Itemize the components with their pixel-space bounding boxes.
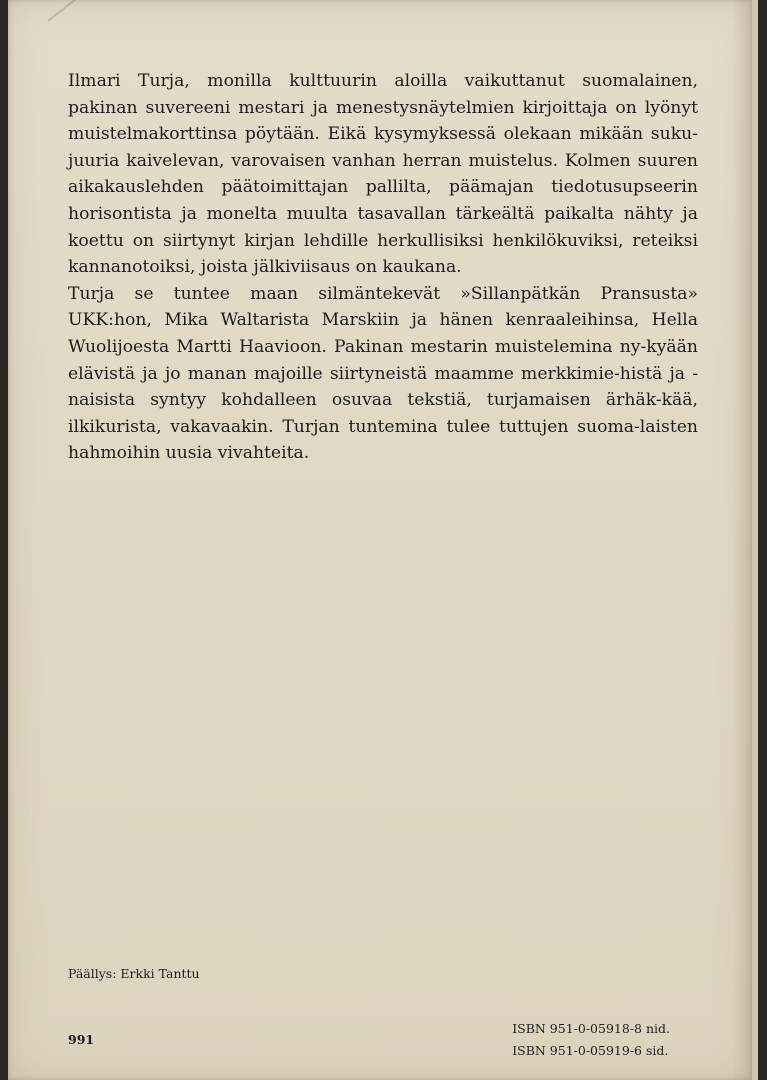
cover-crease: [47, 0, 119, 22]
cover-design-credit: Päällys: Erkki Tanttu: [68, 966, 200, 981]
isbn-hardcover: ISBN 951-0-05919-6 sid.: [512, 1043, 669, 1058]
blurb-text: [68, 68, 698, 467]
book-back-cover: [8, 0, 758, 1080]
isbn-block: [512, 1018, 670, 1062]
isbn-paperback: ISBN 951-0-05918-8 nid.: [512, 1021, 670, 1036]
blurb-paragraph-1: Ilmari Turja, monilla kulttuurin aloilla vaikuttanut suomalainen, pakinan suvereeni mestari ja menestysnäytelmien kirjoittaja on lyönyt muistelmakorttinsa pöytään. Eikä kysymyksessä olekaan mikään suku-juuria kaivelevan, varovaisen vanhan herran muistelus. Kolmen suuren aikakauslehden päätoimittajan pallilta, päämajan tiedotusupseerin horisontista ja monelta muulta tasavallan tärkeältä paikalta nähty ja koettu on siirtynyt kirjan lehdille herkullisiksi henkilökuviksi, reteiksi kannanotoiksi, joista jälkiviisaus on kaukana.: [68, 71, 698, 278]
blurb-paragraph-2: Turja se tuntee maan silmäntekevät »Sillanpätkän Pransusta» UKK:hon, Mika Waltarista Marskiin ja hänen kenraaleihinsa, Hella Wuolijoesta Martti Haavioon. Pakinan mestarin muistelemina ny-kyään elävistä ja jo manan majoille siirtyneistä maamme merkkimie-histä ja -naisista syntyy kohdalleen osuvaa tekstiä, turjamaisen ärhäk-kää, ilkikurista, vakavaakin. Turjan tuntemina tulee tuttujen suoma-laisten hahmoihin uusia vivahteita.: [68, 283, 698, 464]
spine-edge: [732, 0, 752, 1080]
product-code: 991: [68, 1032, 95, 1047]
